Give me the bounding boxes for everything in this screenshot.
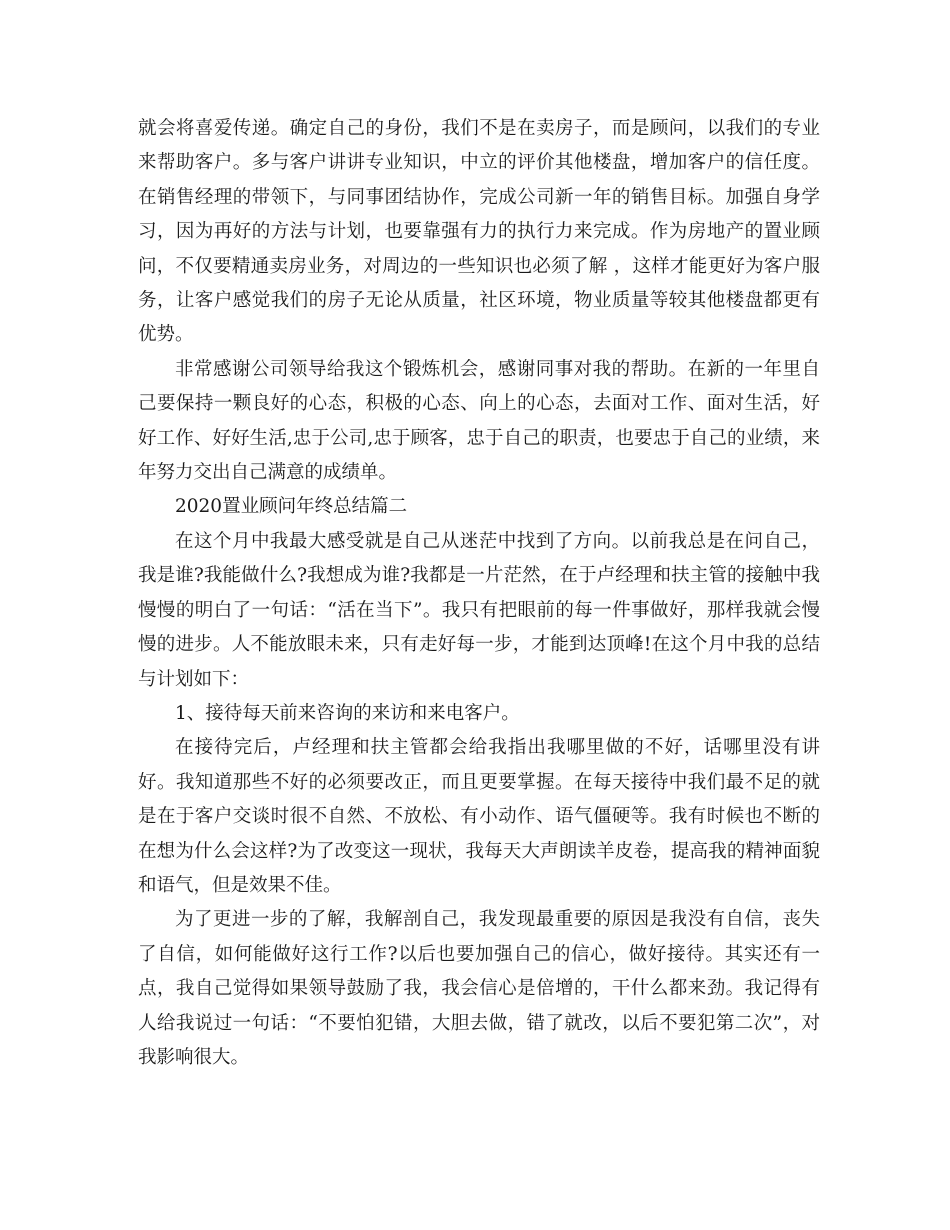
paragraph-reception: 在接待完后，卢经理和扶主管都会给我指出我哪里做的不好，话哪里没有讲好。我知道那些不好的必须要改正，而且更要掌握。在每天接待中我们最不足的就是在于客户交谈时很不自然、不放松、有小动作、语气僵硬等。我有时候也不断的在想为什么会这样?为了改变这一现状，我每天大声朗读羊皮卷，提高我的精神面貌和语气，但是效果不佳。 [138, 737, 820, 896]
section-heading: 2020置业顾问年终总结篇二 [175, 496, 408, 518]
paragraph-intro: 在这个月中我最大感受就是自己从迷茫中找到了方向。以前我总是在问自己，我是谁?我能做什么?我想成为谁?我都是一片茫然，在于卢经理和扶主管的接触中我慢慢的明白了一句话：“活在当下”。我只有把眼前的每一件事做好，那样我就会慢慢的进步。人不能放眼未来，只有走好每一步，才能到达顶峰!在这个月中我的总结与计划如下： [138, 530, 820, 690]
paragraph-confidence: 为了更进一步的了解，我解剖自己，我发现最重要的原因是我没有自信，丧失了自信，如何能做好这行工作?以后也要加强自己的信心，做好接待。其实还有一点，我自己觉得如果领导鼓励了我，我会信心是倍增的，干什么都来劲。我记得有人给我说过一句话：“不要怕犯错，大胆去做，错了就改，以后不要犯第二次”，对我影响很大。 [138, 909, 820, 1068]
list-item-heading: 1、接待每天前来咨询的来访和来电客户。 [175, 702, 520, 724]
paragraph-thanks: 非常感谢公司领导给我这个锻炼机会，感谢同事对我的帮助。在新的一年里自己要保持一颗良好的心态，积极的心态、向上的心态，去面对工作、面对生活，好好工作、好好生活,忠于公司,忠于顾客，忠于自己的职责，也要忠于自己的业绩，来年努力交出自己满意的成绩单。 [138, 358, 820, 484]
paragraph-continuation: 就会将喜爱传递。确定自己的身份，我们不是在卖房子，而是顾问，以我们的专业来帮助客户。多与客户讲讲专业知识，中立的评价其他楼盘，增加客户的信任度。在销售经理的带领下，与同事团结协作，完成公司新一年的销售目标。加强自身学习，因为再好的方法与计划，也要靠强有力的执行力来完成。作为房地产的置业顾问，不仅要精通卖房业务，对周边的一些知识也必须了解 ，这样才能更好为客户服务，让客户感觉我们的房子无论从质量，社区环境，物业质量等较其他楼盘都更有优势。 [138, 118, 820, 346]
